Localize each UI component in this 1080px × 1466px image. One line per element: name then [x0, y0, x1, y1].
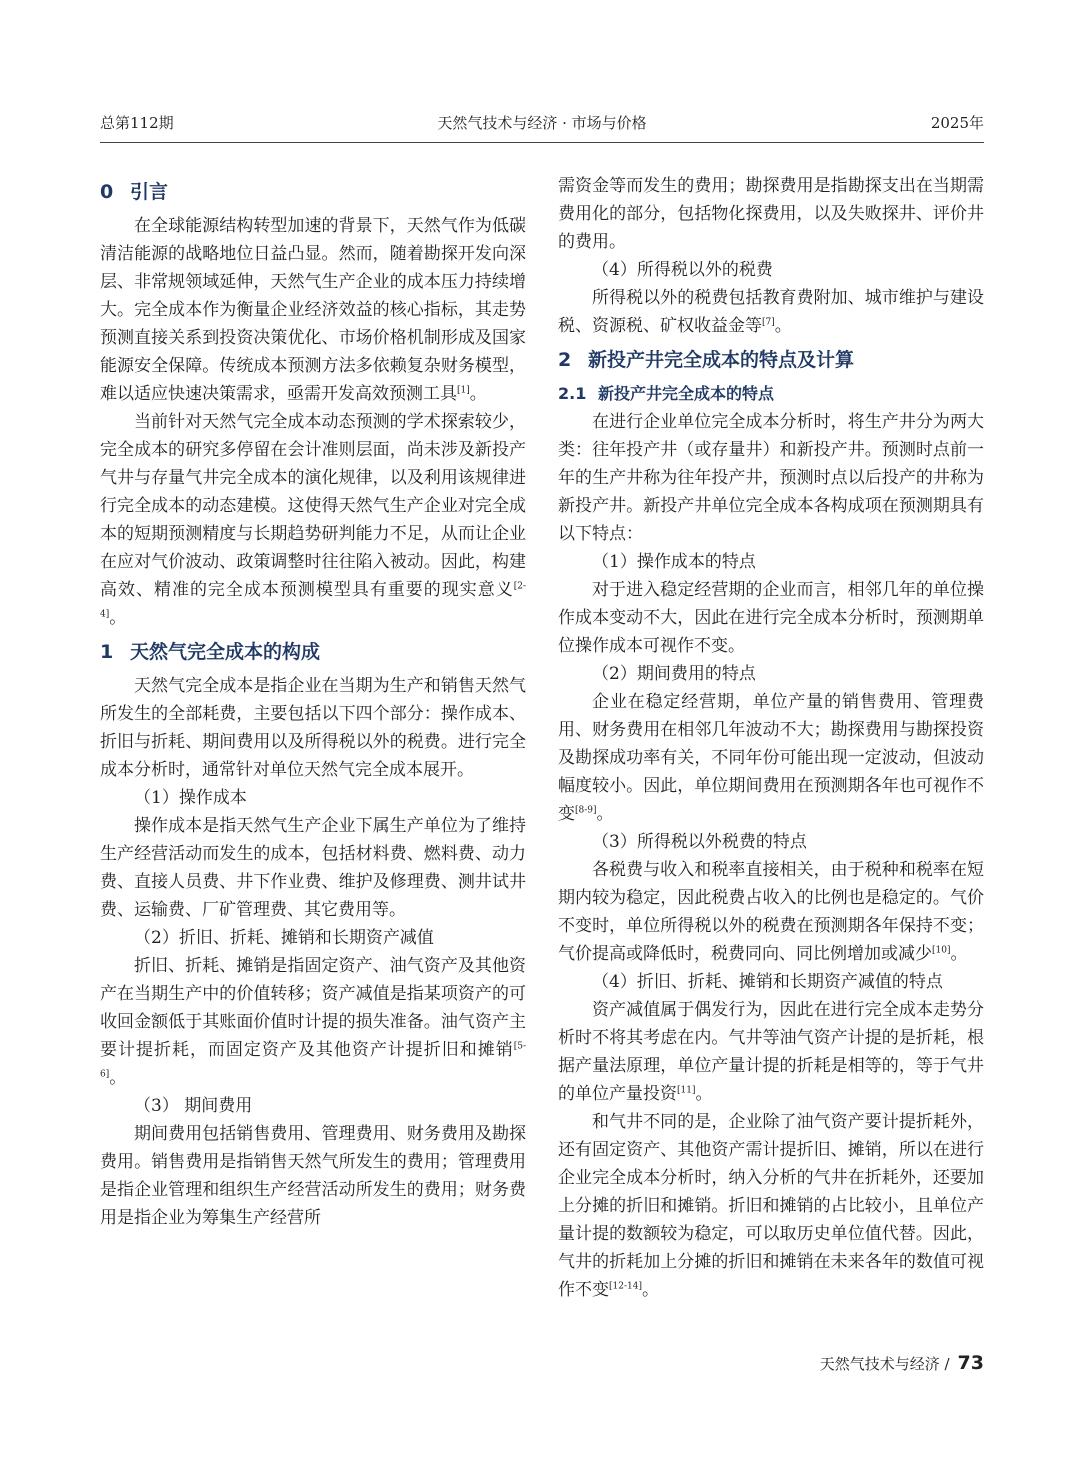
- subsection-title: 新投产井完全成本的特点: [598, 384, 775, 403]
- subsection-2-1-heading: [558, 380, 984, 408]
- section-0-heading: [100, 178, 526, 206]
- section-title: 新投产井完全成本的特点及计算: [588, 349, 855, 371]
- item-heading: （3） 期间费用: [134, 1096, 253, 1116]
- section-title: 引言: [130, 181, 169, 203]
- paragraph: 各税费与收入和税率直接相关，由于税种和税率在短期内较为稳定，因此税费占收入的比例也是稳定的。气价不变时，单位所得税以外的税费在预测期各年保持不变；气价提高或降低时，税费同向、同比例增加或减少[10]。: [558, 860, 984, 964]
- journal-section: 天然气技术与经济 · 市场与价格: [437, 114, 647, 132]
- item-heading: （4）折旧、折耗、摊销和长期资产减值的特点: [592, 972, 943, 992]
- subsection-number: 2.1: [558, 384, 587, 403]
- page-number: 73: [957, 1352, 984, 1374]
- footer-journal: 天然气技术与经济 /: [819, 1355, 950, 1373]
- section-title: 天然气完全成本的构成: [130, 641, 321, 663]
- paragraph-continued: 需资金等而发生的费用；勘探费用是指勘探支出在当期需费用化的部分，包括物化探费用，以及失败探井、评价井的费用。: [558, 176, 984, 252]
- citation: [2-4]: [100, 581, 526, 620]
- item-heading: （2）折旧、折耗、摊销和长期资产减值: [134, 928, 434, 948]
- paragraph: 天然气完全成本是指企业在当期为生产和销售天然气所发生的全部耗费，主要包括以下四个部分：操作成本、折旧与折耗、期间费用以及所得税以外的税费。进行完全成本分析时，通常针对单位天然气完全成本展开。: [100, 676, 526, 780]
- right-column: [558, 172, 984, 1304]
- paragraph: 资产减值属于偶发行为，因此在进行完全成本走势分析时不将其考虑在内。气井等油气资产计提的是折耗，根据产量法原理，单位产量计提的折耗是相等的，等于气井的单位产量投资[11]。: [558, 1000, 984, 1104]
- section-number: 0: [100, 181, 114, 203]
- paragraph: 企业在稳定经营期，单位产量的销售费用、管理费用、财务费用在相邻几年波动不大；勘探费用与勘探投资及勘探成功率有关，不同年份可能出现一定波动，但波动幅度较小。因此，单位期间费用在预测期各年也可视作不变[8-9]。: [558, 692, 984, 824]
- paragraph-text: 所得税以外的税费包括教育费附加、城市维护与建设税、资源税、矿权收益金等: [558, 288, 984, 336]
- paragraph: 期间费用包括销售费用、管理费用、财务费用及勘探费用。销售费用是指销售天然气所发生的费用；管理费用是指企业管理和组织生产经营活动所发生的费用；财务费用是指企业为筹集生产经营所: [100, 1124, 526, 1228]
- paragraph-text: 各税费与收入和税率直接相关，由于税种和税率在短期内较为稳定，因此税费占收入的比例也是稳定的。气价不变时，单位所得税以外的税费在预测期各年保持不变；气价提高或降低时，税费同向、同比例增加或减少: [558, 860, 984, 964]
- paragraph: 操作成本是指天然气生产企业下属生产单位为了维持生产经营活动而发生的成本，包括材料费、燃料费、动力费、直接人员费、井下作业费、维护及修理费、测井试井费、运输费、厂矿管理费、其它费用等。: [100, 816, 526, 920]
- running-header: [100, 112, 984, 138]
- item-heading: （1）操作成本的特点: [592, 552, 756, 572]
- item-heading: （1）操作成本: [134, 788, 247, 808]
- paragraph: 对于进入稳定经营期的企业而言，相邻几年的单位操作成本变动不大，因此在进行完全成本分析时，预测期单位操作成本可视作不变。: [558, 580, 984, 656]
- issue-number: 总第112期: [100, 114, 174, 132]
- citation: [8-9]: [575, 805, 597, 816]
- section-number: 1: [100, 641, 114, 663]
- citation: [1]: [457, 385, 470, 396]
- paragraph: 在进行企业单位完全成本分析时，将生产井分为两大类：往年投产井（或存量井）和新投产井。预测时点前一年的生产井称为往年投产井，预测时点以后投产的井称为新投产井。新投产井单位完全成本各构成项在预测期具有以下特点：: [558, 412, 984, 544]
- paragraph-text: 在全球能源结构转型加速的背景下，天然气作为低碳清洁能源的战略地位日益凸显。然而，随着勘探开发向深层、非常规领域延伸，天然气生产企业的成本压力持续增大。完全成本作为衡量企业经济效益的核心指标，其走势预测直接关系到投资决策优化、市场价格机制形成及国家能源安全保障。传统成本预测方法多依赖复杂财务模型，难以适应快速决策需求，亟需开发高效预测工具: [100, 216, 526, 404]
- paragraph-text: 和气井不同的是，企业除了油气资产要计提折耗外，还有固定资产、其他资产需计提折旧、摊销，所以在进行企业完全成本分析时，纳入分析的气井在折耗外，还要加上分摊的折旧和摊销。折旧和摊销的占比较小，且单位产量计提的数额较为稳定，可以取历史单位值代替。因此，气井的折耗加上分摊的折旧和摊销在未来各年的数值可视作不变: [558, 1112, 984, 1300]
- citation: [12-14]: [609, 1281, 642, 1292]
- paragraph-text: 当前针对天然气完全成本动态预测的学术探索较少，完全成本的研究多停留在会计准则层面，尚未涉及新投产气井与存量气井完全成本的演化规律，以及利用该规律进行完全成本的动态建模。这使得天然气生产企业对完全成本的短期预测精度与长期趋势研判能力不足，从而让企业在应对气价波动、政策调整时往往陷入被动。因此，构建高效、精准的完全成本预测模型具有重要的现实意义: [100, 412, 526, 600]
- item-heading: （3）所得税以外税费的特点: [592, 832, 807, 852]
- header-rule: [100, 142, 984, 143]
- section-number: 2: [558, 349, 572, 371]
- paragraph: 当前针对天然气完全成本动态预测的学术探索较少，完全成本的研究多停留在会计准则层面，尚未涉及新投产气井与存量气井完全成本的演化规律，以及利用该规律进行完全成本的动态建模。这使得天然气生产企业对完全成本的短期预测精度与长期趋势研判能力不足，从而让企业在应对气价波动、政策调整时往往陷入被动。因此，构建高效、精准的完全成本预测模型具有重要的现实意义[2-4]。: [100, 412, 526, 628]
- item-heading: （4）所得税以外的税费: [592, 260, 773, 280]
- running-footer: [820, 1352, 984, 1374]
- citation: [11]: [677, 1085, 696, 1096]
- citation: [5-6]: [100, 1041, 526, 1080]
- citation: [7]: [762, 317, 775, 328]
- paragraph: 所得税以外的税费包括教育费附加、城市维护与建设税、资源税、矿权收益金等[7]。: [558, 288, 984, 336]
- paragraph: 在全球能源结构转型加速的背景下，天然气作为低碳清洁能源的战略地位日益凸显。然而，随着勘探开发向深层、非常规领域延伸，天然气生产企业的成本压力持续增大。完全成本作为衡量企业经济效益的核心指标，其走势预测直接关系到投资决策优化、市场价格机制形成及国家能源安全保障。传统成本预测方法多依赖复杂财务模型，难以适应快速决策需求，亟需开发高效预测工具[1]。: [100, 216, 526, 404]
- paragraph-text: 企业在稳定经营期，单位产量的销售费用、管理费用、财务费用在相邻几年波动不大；勘探费用与勘探投资及勘探成功率有关，不同年份可能出现一定波动，但波动幅度较小。因此，单位期间费用在预测期各年也可视作不变: [558, 692, 984, 824]
- paragraph-text: 折旧、折耗、摊销是指固定资产、油气资产及其他资产在当期生产中的价值转移；资产减值是指某项资产的可收回金额低于其账面价值时计提的损失准备。油气资产主要计提折耗，而固定资产及其他资产计提折旧和摊销: [100, 956, 526, 1060]
- paragraph: 和气井不同的是，企业除了油气资产要计提折耗外，还有固定资产、其他资产需计提折旧、摊销，所以在进行企业完全成本分析时，纳入分析的气井在折耗外，还要加上分摊的折旧和摊销。折旧和摊销的占比较小，且单位产量计提的数额较为稳定，可以取历史单位值代替。因此，气井的折耗加上分摊的折旧和摊销在未来各年的数值可视作不变[12-14]。: [558, 1112, 984, 1300]
- left-column: [100, 172, 526, 1232]
- item-heading: （2）期间费用的特点: [592, 664, 756, 684]
- paragraph: 折旧、折耗、摊销是指固定资产、油气资产及其他资产在当期生产中的价值转移；资产减值是指某项资产的可收回金额低于其账面价值时计提的损失准备。油气资产主要计提折耗，而固定资产及其他资产计提折旧和摊销[5-6]。: [100, 956, 526, 1088]
- paragraph-text: 资产减值属于偶发行为，因此在进行完全成本走势分析时不将其考虑在内。气井等油气资产计提的是折耗，根据产量法原理，单位产量计提的折耗是相等的，等于气井的单位产量投资: [558, 1000, 984, 1104]
- citation: [10]: [932, 945, 951, 956]
- year: 2025年: [930, 114, 984, 132]
- section-1-heading: [100, 638, 526, 666]
- section-2-heading: [558, 346, 984, 374]
